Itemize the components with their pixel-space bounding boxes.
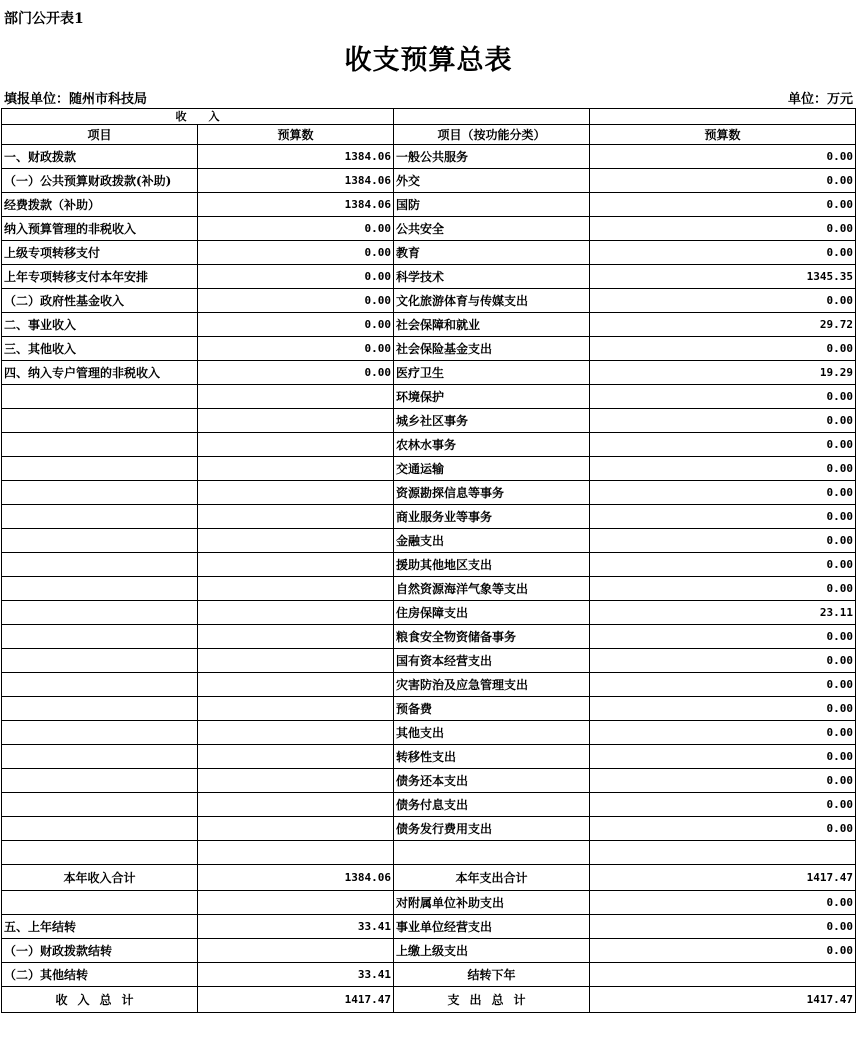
income-value-cell: 1417.47 [198,987,394,1013]
expense-item-cell: 公共安全 [394,217,590,241]
expense-item-cell: 环境保护 [394,385,590,409]
expense-item-cell: 自然资源海洋气象等支出 [394,577,590,601]
expense-item-cell: 教育 [394,241,590,265]
income-value-cell [198,433,394,457]
income-value-cell [198,745,394,769]
income-value-cell [198,939,394,963]
expense-item-cell: 债务还本支出 [394,769,590,793]
table-row [2,385,856,409]
income-value-cell [198,577,394,601]
expense-item-cell: 债务付息支出 [394,793,590,817]
table-row [2,721,856,745]
expense-value-cell: 0.00 [590,409,856,433]
income-value-cell [198,457,394,481]
header-blank-cell [394,109,590,125]
expense-item-cell [394,841,590,865]
income-value-cell: 1384.06 [198,865,394,891]
expense-item-cell: 事业单位经营支出 [394,915,590,939]
expense-item-cell: 科学技术 [394,265,590,289]
income-item-cell [2,625,198,649]
income-value-cell: 0.00 [198,361,394,385]
expense-value-cell: 0.00 [590,697,856,721]
expense-value-cell [590,963,856,987]
expense-item-cell: 对附属单位补助支出 [394,891,590,915]
expense-item-cell: 援助其他地区支出 [394,553,590,577]
table-row [2,505,856,529]
income-item-cell [2,433,198,457]
table-row [2,673,856,697]
expense-item-cell: 上缴上级支出 [394,939,590,963]
table-row [2,601,856,625]
income-value-cell: 0.00 [198,217,394,241]
income-value-cell: 1384.06 [198,193,394,217]
table-row [2,265,856,289]
expense-value-cell: 1345.35 [590,265,856,289]
income-item-cell [2,553,198,577]
expense-item-cell: 预备费 [394,697,590,721]
income-item-cell [2,505,198,529]
income-value-cell [198,793,394,817]
expense-value-cell [590,841,856,865]
income-item-cell: 上级专项转移支付 [2,241,198,265]
expense-value-cell: 29.72 [590,313,856,337]
income-item-cell [2,793,198,817]
income-value-cell: 0.00 [198,265,394,289]
table-row [2,241,856,265]
expense-item-cell: 资源勘探信息等事务 [394,481,590,505]
income-item-cell: （一）财政拨款结转 [2,939,198,963]
income-item-cell [2,745,198,769]
table-row [2,217,856,241]
table-row [2,313,856,337]
table-row [2,289,856,313]
expense-budget-header: 预算数 [590,125,856,145]
page-title: 收支预算总表 [344,45,513,76]
expense-value-cell: 1417.47 [590,987,856,1013]
expense-value-cell: 0.00 [590,457,856,481]
income-value-cell [198,697,394,721]
expense-value-cell: 0.00 [590,745,856,769]
income-value-cell: 0.00 [198,241,394,265]
table-row [2,891,856,915]
expense-value-cell: 0.00 [590,433,856,457]
expense-item-cell: 灾害防治及应急管理支出 [394,673,590,697]
income-item-cell [2,409,198,433]
income-value-cell [198,601,394,625]
income-item-cell [2,457,198,481]
expense-value-cell: 0.00 [590,553,856,577]
expense-value-cell: 0.00 [590,145,856,169]
income-value-cell: 1384.06 [198,145,394,169]
income-item-cell: 本年收入合计 [2,865,198,891]
income-item-cell: 纳入预算管理的非税收入 [2,217,198,241]
grand-total-row [2,987,856,1013]
income-item-cell: （一）公共预算财政拨款(补助) [2,169,198,193]
income-item-cell: 二、事业收入 [2,313,198,337]
income-item-cell: 一、财政拨款 [2,145,198,169]
table-row [2,169,856,193]
income-item-cell: 三、其他收入 [2,337,198,361]
table-row [2,915,856,939]
income-item-cell: 上年专项转移支付本年安排 [2,265,198,289]
expense-value-cell: 0.00 [590,793,856,817]
expense-value-cell: 0.00 [590,481,856,505]
expense-item-header: 项目（按功能分类） [394,125,590,145]
carry-row [2,963,856,987]
income-item-cell [2,577,198,601]
income-item-cell [2,697,198,721]
expense-item-cell: 其他支出 [394,721,590,745]
year-total-row [2,865,856,891]
expense-value-cell: 0.00 [590,721,856,745]
income-item-cell: 收入总计 [2,987,198,1013]
expense-value-cell: 23.11 [590,601,856,625]
expense-item-cell: 交通运输 [394,457,590,481]
table-row [2,409,856,433]
expense-value-cell: 1417.47 [590,865,856,891]
income-value-cell [198,481,394,505]
income-item-header: 项目 [2,125,198,145]
income-item-cell [2,841,198,865]
header-group-row [2,109,856,125]
expense-value-cell: 0.00 [590,577,856,601]
income-value-cell [198,505,394,529]
expense-value-cell: 0.00 [590,769,856,793]
income-item-cell: 四、纳入专户管理的非税收入 [2,361,198,385]
income-value-cell: 0.00 [198,313,394,337]
table-row [2,361,856,385]
expense-value-cell: 0.00 [590,337,856,361]
income-item-cell: 经费拨款（补助） [2,193,198,217]
currency-unit: 单位：万元 [787,92,853,107]
income-value-cell: 0.00 [198,289,394,313]
expense-item-cell: 粮食安全物资储备事务 [394,625,590,649]
expense-item-cell: 本年支出合计 [394,865,590,891]
expense-item-cell: 住房保障支出 [394,601,590,625]
table-row [2,577,856,601]
income-value-cell: 33.41 [198,915,394,939]
expense-item-cell: 转移性支出 [394,745,590,769]
table-row [2,649,856,673]
income-item-cell [2,649,198,673]
expense-value-cell: 0.00 [590,289,856,313]
table-row [2,457,856,481]
income-value-cell [198,891,394,915]
income-item-cell [2,673,198,697]
header-blank-cell [590,109,856,125]
table-row [2,841,856,865]
expense-value-cell: 0.00 [590,673,856,697]
income-value-cell [198,769,394,793]
table-row [2,817,856,841]
filing-unit: 填报单位：随州市科技局 [4,92,148,107]
income-item-cell [2,385,198,409]
income-value-cell: 33.41 [198,963,394,987]
expense-value-cell: 0.00 [590,505,856,529]
income-item-cell [2,817,198,841]
income-value-cell [198,817,394,841]
income-item-cell: （二）政府性基金收入 [2,289,198,313]
expense-value-cell: 0.00 [590,625,856,649]
income-value-cell: 1384.06 [198,169,394,193]
income-value-cell [198,385,394,409]
column-header-row [2,125,856,145]
expense-value-cell: 0.00 [590,817,856,841]
income-item-cell: 五、上年结转 [2,915,198,939]
table-row [2,745,856,769]
table-row [2,433,856,457]
table-row [2,145,856,169]
expense-value-cell: 0.00 [590,169,856,193]
expense-item-cell: 债务发行费用支出 [394,817,590,841]
expense-item-cell: 农林水事务 [394,433,590,457]
expense-item-cell: 国防 [394,193,590,217]
table-row [2,793,856,817]
table-row [2,193,856,217]
income-value-cell [198,841,394,865]
expense-item-cell: 社会保障和就业 [394,313,590,337]
income-item-cell [2,769,198,793]
form-number: 部门公开表1 [4,11,84,27]
income-item-cell: （二）其他结转 [2,963,198,987]
income-value-cell: 0.00 [198,337,394,361]
income-group-header: 收 入 [2,109,394,125]
income-item-cell [2,481,198,505]
table-row [2,697,856,721]
income-item-cell [2,721,198,745]
income-value-cell [198,673,394,697]
income-value-cell [198,529,394,553]
income-item-cell [2,601,198,625]
expense-item-cell: 商业服务业等事务 [394,505,590,529]
table-row [2,769,856,793]
expense-value-cell: 0.00 [590,217,856,241]
table-row [2,939,856,963]
table-row [2,529,856,553]
income-value-cell [198,625,394,649]
income-value-cell [198,649,394,673]
expense-item-cell: 外交 [394,169,590,193]
expense-item-cell: 一般公共服务 [394,145,590,169]
expense-item-cell: 金融支出 [394,529,590,553]
expense-item-cell: 文化旅游体育与传媒支出 [394,289,590,313]
expense-value-cell: 0.00 [590,891,856,915]
expense-value-cell: 0.00 [590,939,856,963]
expense-value-cell: 0.00 [590,529,856,553]
expense-item-cell: 支出总计 [394,987,590,1013]
expense-value-cell: 0.00 [590,193,856,217]
expense-item-cell: 社会保险基金支出 [394,337,590,361]
table-row [2,625,856,649]
expense-item-cell: 城乡社区事务 [394,409,590,433]
table-row [2,553,856,577]
income-value-cell [198,721,394,745]
income-item-cell [2,891,198,915]
income-budget-header: 预算数 [198,125,394,145]
expense-value-cell: 0.00 [590,241,856,265]
budget-table [1,108,856,1013]
income-item-cell [2,529,198,553]
expense-item-cell: 医疗卫生 [394,361,590,385]
income-value-cell [198,553,394,577]
expense-item-cell: 国有资本经营支出 [394,649,590,673]
expense-value-cell: 0.00 [590,385,856,409]
expense-item-cell: 结转下年 [394,963,590,987]
expense-value-cell: 0.00 [590,915,856,939]
income-value-cell [198,409,394,433]
table-row [2,337,856,361]
expense-value-cell: 19.29 [590,361,856,385]
expense-value-cell: 0.00 [590,649,856,673]
table-row [2,481,856,505]
